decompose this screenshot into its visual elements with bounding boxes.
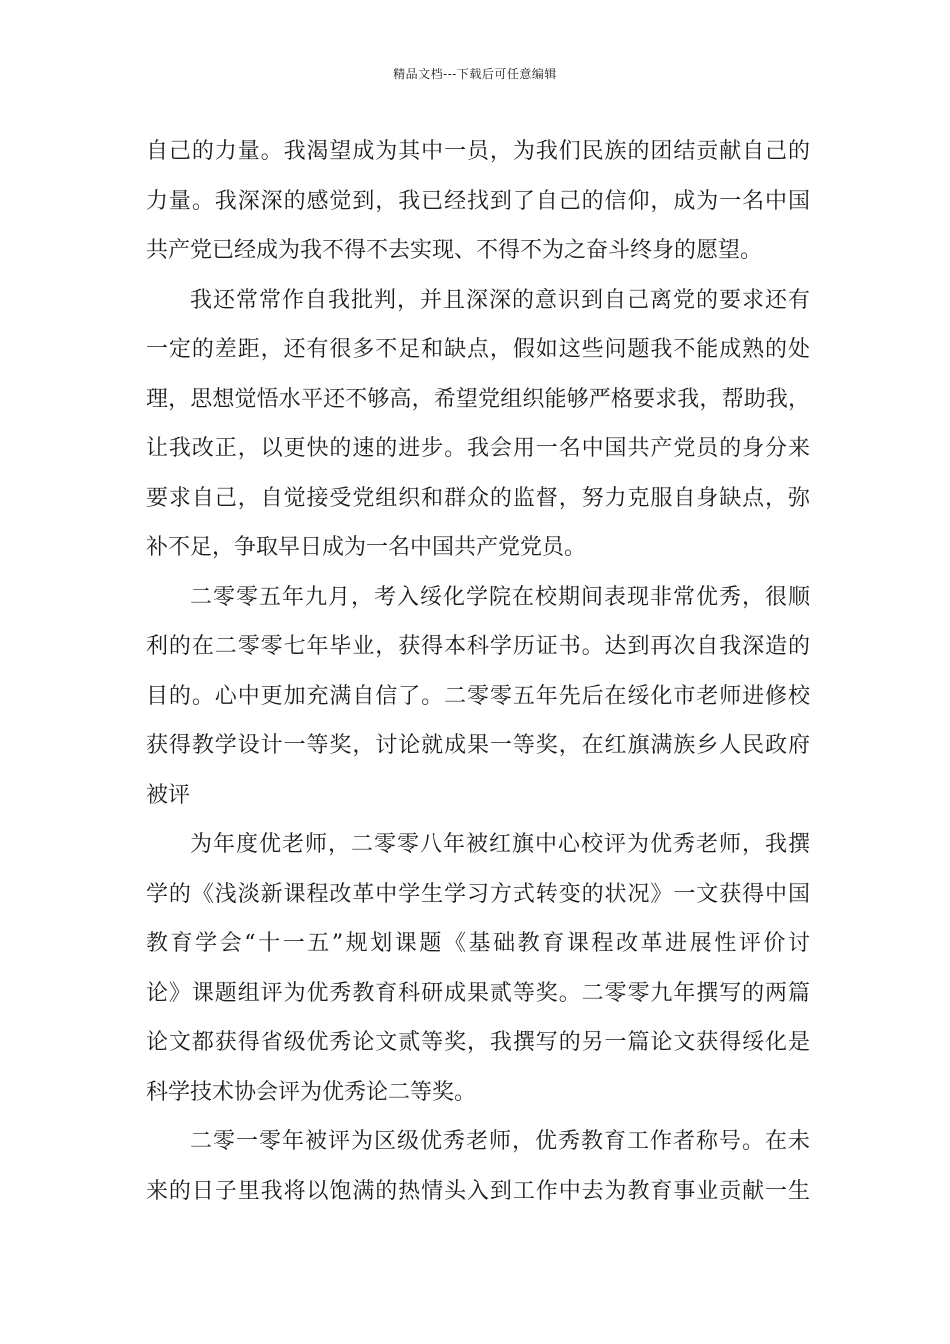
text-line: 让我改正，以更快的速的进步。我会用一名中国共产党员的身分来 xyxy=(146,436,810,461)
page-header: 精品文档---下载后可任意编辑 xyxy=(393,67,557,81)
text-line: 论》课题组评为优秀教育科研成果贰等奖。二零零九年撰写的两篇 xyxy=(146,980,810,1006)
text-line: 一定的差距，还有很多不足和缺点，假如这些问题我不能成熟的处 xyxy=(146,337,810,362)
text-line: 二零零五年九月，考入绥化学院在校期间表现非常优秀，很顺 xyxy=(190,584,810,610)
text-line: 利的在二零零七年毕业，获得本科学历证书。达到再次自我深造的 xyxy=(146,634,810,659)
text-line: 二零一零年被评为区级优秀老师，优秀教育工作者称号。在未 xyxy=(190,1129,810,1154)
text-line: 科学技术协会评为优秀论二等奖。 xyxy=(146,1079,477,1105)
text-line: 被评 xyxy=(146,782,191,808)
text-line: 获得教学设计一等奖，讨论就成果一等奖，在红旗满族乡人民政府 xyxy=(146,733,810,758)
text-line: 学的《浅淡新课程改革中学生学习方式转变的状况》一文获得中国 xyxy=(146,881,810,907)
document-body xyxy=(146,132,810,1221)
text-line: 来的日子里我将以饱满的热情头入到工作中去为教育事业贡献一生 xyxy=(146,1178,810,1204)
text-line: 我还常常作自我批判，并且深深的意识到自己离党的要求还有 xyxy=(190,287,810,313)
text-line: 论文都获得省级优秀论文贰等奖，我撰写的另一篇论文获得绥化是 xyxy=(146,1030,810,1055)
text-line: 力量。我深深的感觉到，我已经找到了自己的信仰，成为一名中国 xyxy=(146,188,810,214)
text-line: 补不足，争取早日成为一名中国共产党党员。 xyxy=(146,535,587,560)
text-line: 目的。心中更加充满自信了。二零零五年先后在绥化市老师进修校 xyxy=(146,683,810,709)
text-line: 教育学会“十一五”规划课题《基础教育课程改革进展性评价讨 xyxy=(146,931,810,956)
text-line: 理，思想觉悟水平还不够高，希望党组织能够严格要求我，帮助我， xyxy=(146,386,810,412)
text-line: 共产党已经成为我不得不去实现、不得不为之奋斗终身的愿望。 xyxy=(146,238,763,263)
text-line: 自己的力量。我渴望成为其中一员，为我们民族的团结贡献自己的 xyxy=(146,139,810,164)
text-line: 要求自己，自觉接受党组织和群众的监督，努力克服自身缺点，弥 xyxy=(146,485,810,511)
text-line: 为年度优老师，二零零八年被红旗中心校评为优秀老师，我撰 xyxy=(190,832,810,857)
